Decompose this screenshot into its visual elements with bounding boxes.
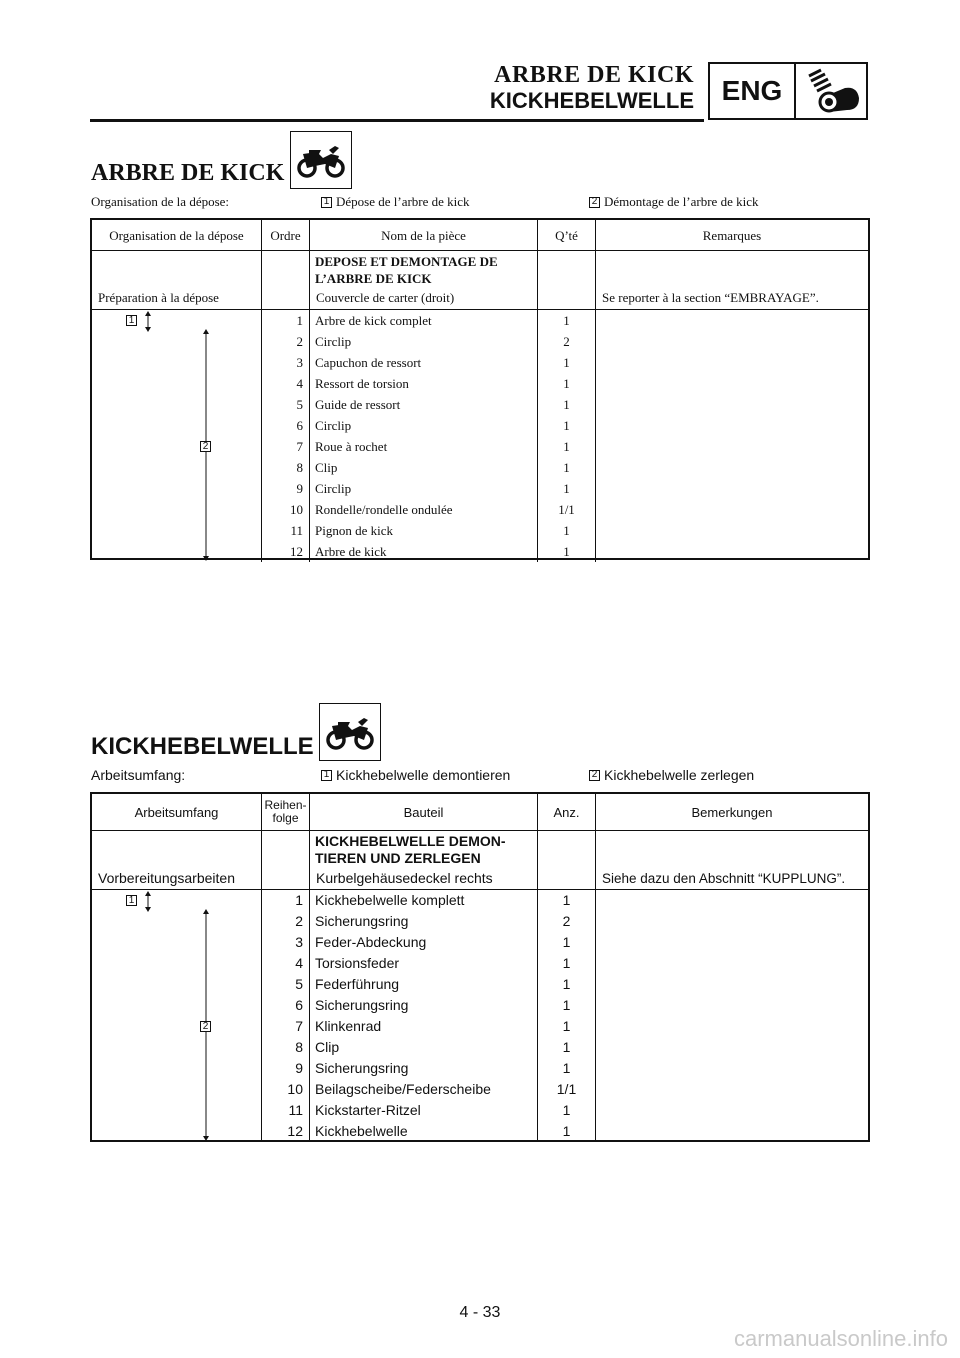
- col-header: Bauteil: [310, 794, 538, 830]
- prep-row: [92, 831, 868, 890]
- col-header: Anz.: [538, 794, 596, 830]
- page-number: 4 - 33: [459, 1304, 501, 1321]
- quantity-cell: 1: [562, 934, 571, 950]
- part-name-cell: Sicherungsring: [315, 913, 409, 929]
- quantity-cell: 1/1: [558, 502, 575, 517]
- rows-de: [92, 890, 868, 1142]
- org-line-de: [91, 767, 754, 783]
- name-col: [310, 890, 538, 1142]
- header-rule: [90, 119, 704, 122]
- order-cell: 2: [296, 334, 303, 349]
- col-header: Ordre: [262, 220, 310, 250]
- col-header: Nom de la pièce: [310, 220, 538, 250]
- part-name-cell: Federführung: [315, 976, 400, 992]
- col-header: Arbeitsumfang: [92, 794, 262, 830]
- order-cell: 9: [295, 1060, 303, 1076]
- eng-badge: [708, 62, 868, 120]
- quantity-cell: 1: [563, 418, 570, 433]
- header-title-fr: ARBRE DE KICK: [494, 62, 694, 88]
- order-cell: 11: [288, 1102, 303, 1118]
- part-name-cell: Circlip: [315, 334, 352, 349]
- part-name-cell: Circlip: [315, 481, 352, 496]
- quantity-cell: 1: [563, 376, 570, 391]
- quantity-cell: 2: [563, 334, 570, 349]
- quantity-cell: 1: [563, 544, 570, 559]
- step2-label: Kickhebelwelle zerlegen: [604, 767, 755, 783]
- table-fr: [90, 218, 870, 560]
- prep-remark: Se reporter à la section “EMBRAYAGE”.: [602, 290, 819, 305]
- table-de: [90, 792, 870, 1142]
- quantity-cell: 1: [563, 313, 570, 328]
- order-cell: 7: [295, 1018, 303, 1034]
- order-cell: 2: [295, 913, 303, 929]
- part-name-cell: Torsionsfeder: [315, 955, 400, 971]
- quantity-cell: 1: [562, 976, 571, 992]
- order-cell: 1: [296, 313, 303, 328]
- part-name-cell: Arbre de kick: [315, 544, 387, 559]
- part-name-cell: Clip: [315, 460, 338, 475]
- quantity-cell: 2: [562, 913, 571, 929]
- step-marker-1: 1: [126, 315, 137, 326]
- part-name-cell: Kickhebelwelle: [315, 1123, 408, 1139]
- col-header: Bemerkungen: [691, 804, 773, 820]
- motorcycle-icon: [319, 703, 381, 761]
- quantity-cell: 1: [563, 397, 570, 412]
- quantity-cell: 1: [562, 955, 571, 971]
- org-line-fr: [91, 194, 758, 210]
- order-col: [262, 310, 310, 562]
- marker-col: [92, 890, 262, 1142]
- prep-name: Kurbelgehäusedeckel rechts: [316, 870, 493, 886]
- eng-label: ENG: [710, 64, 796, 118]
- step-marker-2: 2: [200, 1021, 211, 1032]
- order-cell: 9: [296, 481, 303, 496]
- order-cell: 4: [295, 955, 303, 971]
- part-name-cell: Arbre de kick complet: [315, 313, 432, 328]
- part-name-cell: Feder-Abdeckung: [315, 934, 427, 950]
- engine-spring-icon: [796, 64, 866, 118]
- quantity-cell: 1: [563, 460, 570, 475]
- step-marker-2: 2: [589, 197, 600, 208]
- org-label: Organisation de la dépose:: [91, 194, 230, 209]
- prep-name: Couvercle de carter (droit): [316, 290, 455, 305]
- step-marker-2: 2: [200, 441, 211, 452]
- step2-label: Démontage de l’arbre de kick: [604, 194, 759, 209]
- table-header: [92, 794, 868, 831]
- order-cell: 6: [296, 418, 303, 433]
- motorcycle-icon: [290, 131, 352, 189]
- quantity-cell: 1: [562, 1039, 571, 1055]
- quantity-cell: 1: [562, 1060, 571, 1076]
- qty-col: [538, 890, 596, 1142]
- quantity-cell: 1: [562, 1102, 571, 1118]
- part-name-cell: Capuchon de ressort: [315, 355, 422, 370]
- order-cell: 12: [290, 544, 303, 559]
- order-cell: 11: [290, 523, 303, 538]
- step1-label: Dépose de l’arbre de kick: [336, 194, 470, 209]
- prep-org: Préparation à la dépose: [98, 290, 219, 305]
- prep-heading: DEPOSE ET DEMONTAGE DE L’ARBRE DE KICK: [315, 254, 498, 286]
- part-name-cell: Sicherungsring: [315, 997, 409, 1013]
- step-marker-1: 1: [126, 895, 137, 906]
- order-cell: 6: [295, 997, 303, 1013]
- step-marker-2: 2: [589, 770, 600, 781]
- order-cell: 5: [296, 397, 303, 412]
- step-marker-1: 1: [321, 770, 332, 781]
- order-cell: 8: [296, 460, 303, 475]
- order-cell: 1: [295, 892, 303, 908]
- header-title-de: KICKHEBELWELLE: [489, 88, 694, 113]
- col-header: Reihen-folge: [262, 794, 310, 830]
- step1-label: Kickhebelwelle demontieren: [336, 767, 511, 783]
- part-name-cell: Ressort de torsion: [315, 376, 409, 391]
- quantity-cell: 1: [562, 1018, 571, 1034]
- quantity-cell: 1: [563, 439, 570, 454]
- part-name-cell: Klinkenrad: [315, 1018, 382, 1034]
- order-cell: 4: [296, 376, 303, 391]
- part-name-cell: Clip: [315, 1039, 340, 1055]
- order-cell: 8: [295, 1039, 303, 1055]
- quantity-cell: 1: [562, 1123, 571, 1139]
- quantity-cell: 1: [563, 523, 570, 538]
- order-cell: 7: [296, 439, 303, 454]
- quantity-cell: 1: [562, 892, 571, 908]
- org-label: Arbeitsumfang:: [91, 767, 186, 783]
- table-header: [92, 220, 868, 251]
- quantity-cell: 1/1: [556, 1081, 577, 1097]
- part-name-cell: Roue à rochet: [315, 439, 388, 454]
- col-header: Organisation de la dépose: [92, 220, 262, 250]
- order-cell: 12: [287, 1123, 303, 1139]
- part-name-cell: Sicherungsring: [315, 1060, 409, 1076]
- part-name-cell: Pignon de kick: [315, 523, 393, 538]
- qty-col: [538, 310, 596, 562]
- section-title-de: KICKHEBELWELLE: [91, 733, 314, 760]
- part-name-cell: Guide de ressort: [315, 397, 401, 412]
- prep-row: [92, 251, 868, 310]
- name-col: [310, 310, 538, 562]
- order-cell: 3: [296, 355, 303, 370]
- part-name-cell: Circlip: [315, 418, 352, 433]
- quantity-cell: 1: [562, 997, 571, 1013]
- part-name-cell: Rondelle/rondelle ondulée: [315, 502, 453, 517]
- prep-org: Vorbereitungsarbeiten: [98, 870, 235, 886]
- quantity-cell: 1: [563, 355, 570, 370]
- step1-range-arrow: [142, 890, 154, 914]
- step1-range-arrow: [142, 310, 154, 334]
- watermark: carmanualsonline.info: [733, 1326, 948, 1351]
- order-cell: 10: [287, 1081, 303, 1097]
- part-name-cell: Beilagscheibe/Federscheibe: [315, 1081, 491, 1097]
- part-name-cell: Kickstarter-Ritzel: [315, 1102, 421, 1118]
- order-cell: 10: [290, 502, 303, 517]
- remark-col: [596, 310, 868, 562]
- order-cell: 5: [295, 976, 303, 992]
- prep-remark: Siehe dazu den Abschnitt “KUPPLUNG”.: [602, 871, 846, 886]
- col-header: Remarques: [702, 227, 762, 243]
- rows-fr: [92, 310, 868, 562]
- order-cell: 3: [295, 934, 303, 950]
- step-marker-1: 1: [321, 197, 332, 208]
- marker-col: [92, 310, 262, 562]
- quantity-cell: 1: [563, 481, 570, 496]
- remark-col: [596, 890, 868, 1142]
- section-title-fr: ARBRE DE KICK: [91, 160, 285, 186]
- col-header: Q’té: [538, 220, 596, 250]
- prep-heading: KICKHEBELWELLE DEMON-TIEREN UND ZERLEGEN: [315, 833, 506, 866]
- order-col: [262, 890, 310, 1142]
- part-name-cell: Kickhebelwelle komplett: [315, 892, 465, 908]
